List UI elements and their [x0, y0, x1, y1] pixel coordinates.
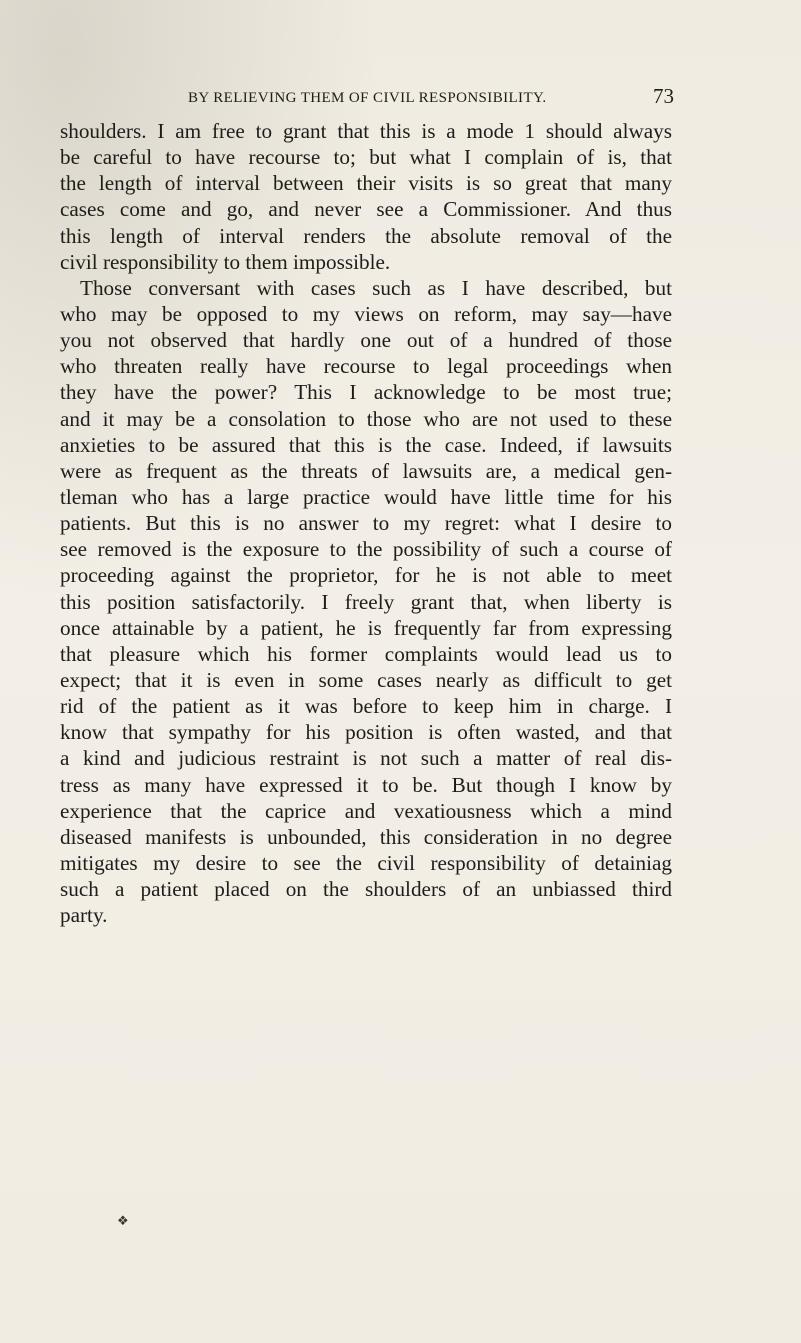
text-line: Those conversant with cases such as I have described, but [80, 275, 672, 300]
running-title: BY RELIEVING THEM OF CIVIL RESPONSIBILITY. [188, 90, 547, 106]
text-line: diseased manifests is unbounded, this consideration in no degree [60, 824, 672, 849]
text-line: see removed is the exposure to the possibility of such a course of [60, 537, 672, 562]
text-line: a kind and judicious restraint is not such a matter of real dis- [60, 746, 672, 771]
text-line: such a patient placed on the shoulders of an unbiassed third [60, 877, 672, 902]
text-line: the length of interval between their visits is so great that many [60, 171, 672, 196]
body-text [60, 118, 672, 928]
text-line: this position satisfactorily. I freely grant that, when liberty is [60, 589, 672, 614]
text-line: expect; that it is even in some cases nearly as difficult to get [60, 667, 672, 692]
text-line: once attainable by a patient, he is frequently far from expressing [60, 615, 672, 640]
text-line: party. [60, 903, 108, 928]
text-line: know that sympathy for his position is often wasted, and that [60, 720, 672, 745]
text-line: you not observed that hardly one out of a hundred of those [60, 328, 672, 353]
page-number: 73 [653, 84, 674, 108]
text-line: this length of interval renders the absolute removal of the [60, 223, 672, 248]
text-line: tleman who has a large practice would have little time for his [60, 484, 672, 509]
text-line: proceeding against the proprietor, for he is not able to meet [60, 563, 672, 588]
text-line: mitigates my desire to see the civil responsibility of detainiag [60, 850, 672, 875]
text-line: that pleasure which his former complaints would lead us to [60, 641, 672, 666]
text-line: who threaten really have recourse to legal proceedings when [60, 354, 672, 379]
text-line: shoulders. I am free to grant that this is a mode 1 should always [60, 119, 672, 143]
text-line: rid of the patient as it was before to keep him in charge. I [60, 694, 672, 719]
text-line: tress as many have expressed it to be. But though I know by [60, 772, 672, 797]
text-line: they have the power? This I acknowledge to be most true; [60, 380, 672, 405]
running-head [60, 84, 674, 114]
text-line: civil responsibility to them impossible. [60, 249, 391, 274]
text-line: cases come and go, and never see a Commissioner. And thus [60, 197, 672, 222]
text-line: were as frequent as the threats of lawsuits are, a medical gen- [60, 458, 672, 483]
ornament-mark: ❖ [117, 1213, 129, 1228]
text-line: who may be opposed to my views on reform, may say—have [60, 301, 672, 326]
text-line: and it may be a consolation to those who are not used to these [60, 406, 672, 431]
text-line: be careful to have recourse to; but what I complain of is, that [60, 145, 672, 170]
text-line: patients. But this is no answer to my regret: what I desire to [60, 511, 672, 536]
text-line: anxieties to be assured that this is the case. Indeed, if lawsuits [60, 432, 672, 457]
text-line: experience that the caprice and vexatiousness which a mind [60, 798, 672, 823]
